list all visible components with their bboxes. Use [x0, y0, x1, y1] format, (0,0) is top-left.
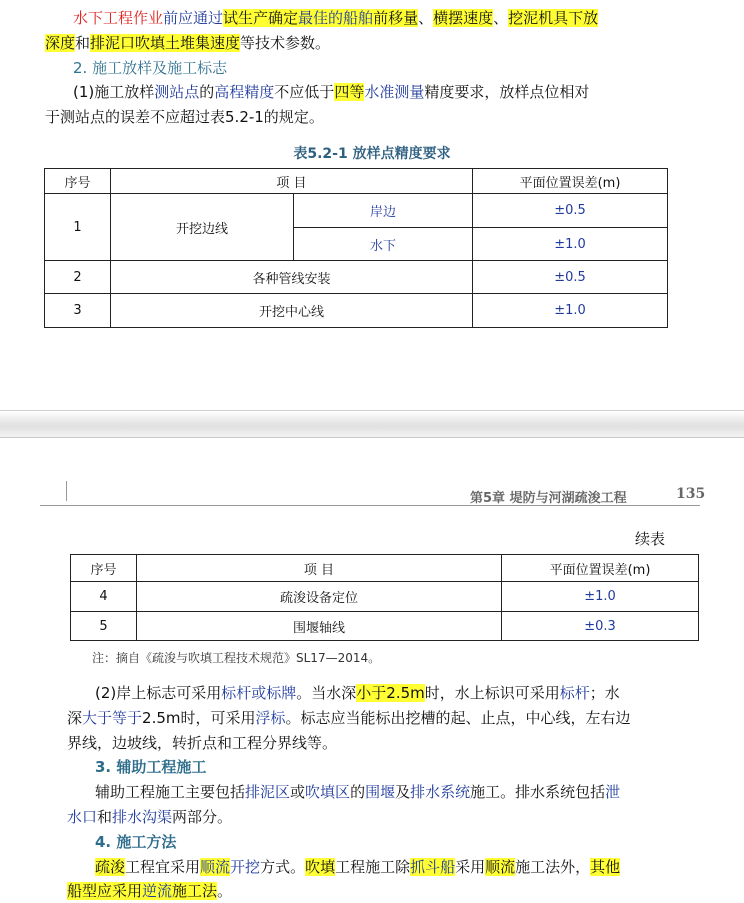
text-run: 挖泥机具下放 — [508, 9, 599, 27]
text-run: 前移量 — [373, 9, 419, 27]
text-run: 浮标 — [255, 709, 286, 727]
paragraph-line — [73, 80, 589, 104]
text-run: 水下工程作业 — [73, 9, 164, 27]
text-run: 抓斗船 — [410, 858, 456, 876]
table-cell: 围堰轴线 — [137, 612, 502, 641]
table-cell: 4 — [71, 582, 137, 612]
page-number: 135 — [676, 486, 706, 502]
table-cell: ±0.5 — [473, 261, 668, 294]
text-run: 水口 — [67, 808, 98, 826]
section-heading: 4. 施工方法 — [95, 833, 177, 851]
table-cell: ±0.5 — [473, 194, 668, 228]
text-run: 排泥区 — [245, 783, 291, 801]
text-run: 深度 — [45, 34, 76, 52]
text-run: 工程施工除 — [335, 858, 411, 876]
text-run: 泄 — [605, 783, 621, 801]
text-run: 顺流 — [485, 858, 516, 876]
text-run: 。 — [217, 882, 233, 900]
text-run: 高程精度 — [214, 83, 275, 101]
table-title: 表5.2-1 放样点精度要求 — [293, 146, 451, 162]
text-run: 的 — [350, 783, 366, 801]
text-run: 排泥口吹填土堆集速度 — [90, 34, 241, 52]
text-run: 或 — [290, 783, 306, 801]
table-header-cell: 序号 — [71, 555, 137, 582]
text-run: 其他 — [590, 858, 621, 876]
table-cell: 1 — [45, 194, 111, 261]
paragraph-line: 于测站点的误差不应超过表5.2-1的规定。 — [45, 108, 324, 126]
text-run: 吹填 — [305, 858, 336, 876]
text-run: 的 — [199, 83, 215, 101]
section-heading: 3. 辅助工程施工 — [95, 758, 207, 776]
text-run: 疏浚 — [95, 858, 126, 876]
text-run: 四等 — [334, 83, 365, 101]
text-run: 船型应采用 — [67, 882, 143, 900]
text-run: 等技术参数。 — [240, 34, 331, 52]
section-heading: 2. 施工放样及施工标志 — [73, 59, 228, 77]
margin-mark — [66, 481, 71, 501]
paragraph-line — [67, 706, 631, 730]
page-separator — [0, 410, 744, 438]
table-header-cell: 项 目 — [111, 169, 473, 194]
text-run: 不应低于 — [274, 83, 335, 101]
table-cell: 开挖中心线 — [111, 294, 473, 328]
paragraph-line — [95, 855, 620, 879]
table-cell: 3 — [45, 294, 111, 328]
table-note: 注：摘自《疏浚与吹填工程技术规范》SL17—2014。 — [92, 651, 381, 665]
paragraph-line — [73, 6, 598, 30]
paragraph-line: 界线，边坡线，转折点和工程分界线等。 — [67, 734, 338, 752]
text-run: 辅助工程施工主要包括 — [95, 783, 246, 801]
text-run: 方式。 — [260, 858, 306, 876]
paragraph-line — [67, 879, 232, 903]
table-cell: ±1.0 — [473, 228, 668, 261]
table-cell: 5 — [71, 612, 137, 641]
paragraph-line — [95, 780, 620, 804]
text-run: 水准测量 — [364, 83, 425, 101]
text-run: 工程宜采用 — [125, 858, 201, 876]
text-run: 两部分。 — [172, 808, 233, 826]
table-header-cell: 项 目 — [137, 555, 502, 582]
text-run: 测站点 — [154, 83, 200, 101]
text-run: 标杆或标牌 — [221, 684, 297, 702]
text-run: 最佳的船舶 — [298, 9, 374, 27]
table-cell: ±1.0 — [473, 294, 668, 328]
table-cell: 水下 — [294, 228, 473, 261]
table-cell: 2 — [45, 261, 111, 294]
text-run: 试生产确定 — [223, 9, 299, 27]
text-run: 采用 — [455, 858, 486, 876]
precision-table — [44, 168, 668, 328]
running-header: 第5章 堤防与河湖疏浚工程 — [470, 491, 627, 506]
text-run: 深 — [67, 709, 83, 727]
text-run: 标杆 — [559, 684, 590, 702]
text-run: 和 — [75, 34, 91, 52]
text-run: 吹填区 — [305, 783, 351, 801]
text-run: 施工法外， — [515, 858, 591, 876]
table-cell: 疏浚设备定位 — [137, 582, 502, 612]
paragraph-line — [45, 31, 330, 55]
text-run: 施工。排水系统包括 — [470, 783, 606, 801]
text-run: 2.5m时，可采用 — [142, 709, 256, 727]
text-run: 时，水上标识可采用 — [424, 684, 560, 702]
text-run: 施工法 — [172, 882, 218, 900]
text-run: 开挖 — [230, 858, 261, 876]
paragraph-line — [67, 805, 232, 829]
continued-label: 续表 — [635, 530, 666, 548]
text-run: (2)岸上标志可采用 — [95, 684, 222, 702]
text-run: 前应通过 — [163, 9, 224, 27]
text-run: 。当水深 — [296, 684, 357, 702]
table-cell: 岸边 — [294, 194, 473, 228]
text-run: 。标志应当能标出挖槽的起、止点，中心线，左右边 — [285, 709, 631, 727]
table-header-cell: 平面位置误差(m) — [473, 169, 668, 194]
text-run: 小于2.5m — [356, 684, 425, 702]
table-cell: ±1.0 — [502, 582, 699, 612]
text-run: 、 — [418, 9, 434, 27]
table-header-cell: 序号 — [45, 169, 111, 194]
table-header-cell: 平面位置误差(m) — [502, 555, 699, 582]
table-cell: 各种管线安装 — [111, 261, 473, 294]
text-run: 横摆速度 — [433, 9, 494, 27]
text-run: 、 — [493, 9, 509, 27]
precision-table-continued — [70, 554, 699, 641]
paragraph-line — [95, 681, 620, 705]
table-cell: 开挖边线 — [111, 194, 294, 261]
text-run: 精度要求，放样点位相对 — [424, 83, 590, 101]
text-run: 和 — [97, 808, 113, 826]
text-run: 排水沟渠 — [112, 808, 173, 826]
text-run: 排水系统 — [410, 783, 471, 801]
text-run: 逆流 — [142, 882, 173, 900]
table-cell: ±0.3 — [502, 612, 699, 641]
text-run: 围堰 — [365, 783, 396, 801]
text-run: 大于等于 — [82, 709, 143, 727]
text-run: 顺流 — [200, 858, 231, 876]
text-run: 及 — [395, 783, 411, 801]
text-run: (1)施工放样 — [73, 83, 155, 101]
text-run: ；水 — [589, 684, 620, 702]
